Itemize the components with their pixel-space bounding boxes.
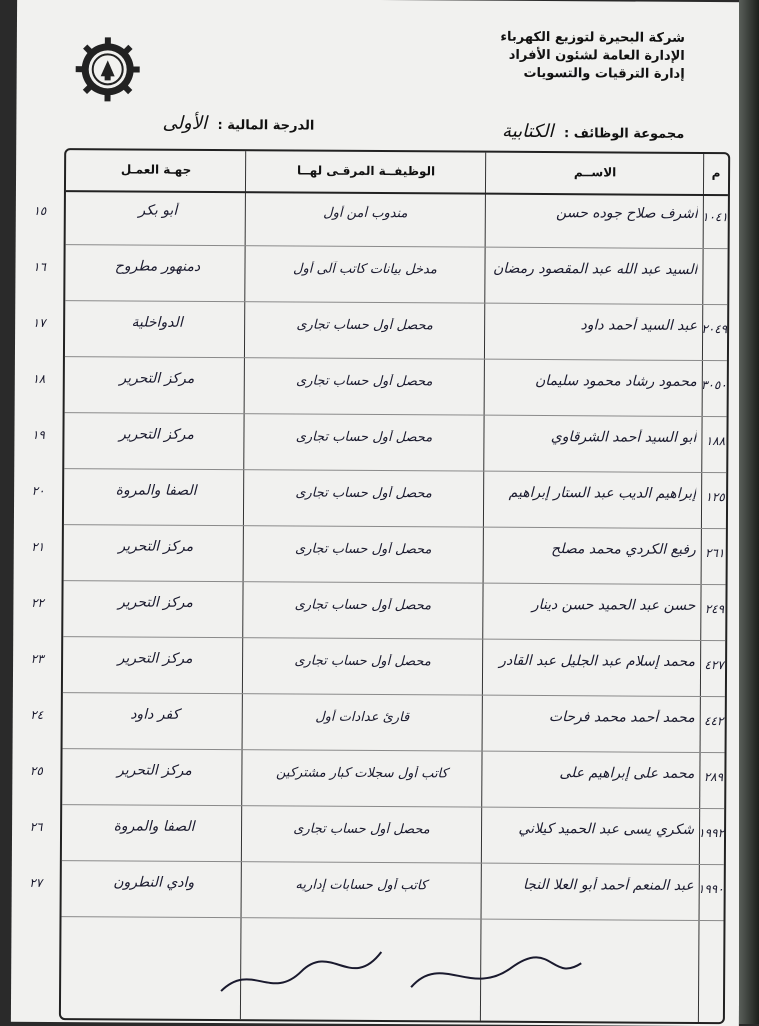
table-row — [63, 640, 725, 696]
row-sequence: ١٥ — [22, 204, 58, 218]
row-name: رفيع الكردي محمد مصلح — [486, 541, 696, 558]
row-sequence: ٢٣ — [19, 652, 55, 666]
row-workplace: الصفا والمروة — [76, 482, 236, 499]
row-employee-number: ١٩٩٢ — [702, 826, 724, 840]
row-employee-number: ٤٢٧ — [703, 658, 725, 672]
row-workplace: مركز التحرير — [75, 594, 235, 611]
row-employee-number: ٤٤٢ — [703, 714, 725, 728]
financial-grade-value: الأولى — [162, 113, 207, 134]
row-name: عبد السيد أحمد داود — [487, 317, 697, 334]
row-employee-number: ٣٠٥٠ — [705, 378, 727, 392]
row-workplace: مركز التحرير — [77, 370, 237, 387]
row-name: عبد المنعم أحمد أبو العلا النجا — [484, 877, 694, 894]
row-employee-number: ١٨٨ — [704, 434, 726, 448]
row-sequence: ١٩ — [20, 428, 56, 442]
signatures — [211, 941, 591, 1003]
row-name: السيد عبد الله عبد المقصود رمضان — [487, 261, 697, 278]
table-row — [64, 416, 726, 472]
row-job-title: محصل أول حساب تجارى — [252, 373, 477, 389]
row-employee-number: ٢٤٩ — [703, 602, 725, 616]
table-row — [65, 304, 727, 360]
row-employee-number: ١٠٤١ — [706, 210, 728, 224]
table-row — [62, 808, 724, 864]
row-workplace: الدواخلية — [77, 314, 237, 331]
row-sequence: ٢٧ — [18, 876, 54, 890]
row-name: محمود رشاد محمود سليمان — [487, 373, 697, 390]
row-sequence: ١٦ — [21, 260, 57, 274]
row-sequence: ٢٠ — [20, 484, 56, 498]
row-job-title: محصل أول حساب تجارى — [251, 541, 476, 557]
row-name: محمد إسلام عبد الجليل عبد القادر — [485, 653, 695, 670]
row-sequence: ٢٦ — [18, 820, 54, 834]
row-sequence: ٢٥ — [18, 764, 54, 778]
page-edge-shadow — [739, 0, 759, 1024]
company-gear-logo-icon — [74, 36, 140, 102]
row-employee-number: ١٩٩٠ — [702, 882, 724, 896]
row-employee-number: ١٢٥ — [704, 490, 726, 504]
row-job-title: محصل أول حساب تجارى — [251, 429, 476, 445]
company-name: شركة البحيرة لتوزيع الكهرباء — [365, 28, 685, 48]
row-name: شكري يسى عبد الحميد كيلاني — [484, 821, 694, 838]
row-sequence: ٢١ — [20, 540, 56, 554]
row-workplace: مركز التحرير — [76, 538, 236, 555]
row-name: إبراهيم الديب عبد الستار إبراهيم — [486, 485, 696, 502]
row-sequence: ٢٢ — [19, 596, 55, 610]
job-group — [502, 121, 684, 143]
table-row — [63, 584, 725, 640]
job-group-value: الكتابية — [502, 121, 554, 142]
row-workplace: مركز التحرير — [74, 762, 234, 779]
row-job-title: كاتب أول سجلات كبار مشتركين — [249, 765, 474, 781]
financial-grade-label: الدرجة المالية : — [217, 118, 314, 134]
row-job-title: محصل أول حساب تجارى — [250, 597, 475, 613]
row-job-title: قارئ عدادات أول — [250, 709, 475, 725]
header-serial: م — [704, 166, 728, 180]
row-workplace: أبو بكر — [78, 202, 238, 219]
row-name: أبو السيد أحمد الشرقاوي — [486, 429, 696, 446]
row-workplace: مركز التحرير — [75, 650, 235, 667]
header-workplace: جهـة العمـل — [66, 162, 246, 177]
table-row — [62, 864, 724, 920]
row-name: محمد على إبراهيم على — [484, 765, 694, 782]
row-workplace: مركز التحرير — [76, 426, 236, 443]
department-name: الإدارة العامة لشئون الأفراد — [365, 46, 685, 66]
table-row — [64, 528, 726, 584]
row-job-title: كاتب أول حسابات إداريه — [249, 877, 474, 893]
row-job-title: محصل أول حساب تجارى — [251, 485, 476, 501]
row-workplace: دمنهور مطروح — [77, 258, 237, 275]
row-workplace: كفر داود — [75, 706, 235, 723]
document-sheet — [11, 0, 745, 1026]
row-job-title: محصل أول حساب تجارى — [250, 653, 475, 669]
company-header — [365, 28, 685, 84]
section-name: إدارة الترقيات والتسويات — [365, 64, 685, 84]
row-name: أشرف صلاح جوده حسن — [488, 205, 698, 222]
row-name: محمد أحمد محمد فرحات — [485, 709, 695, 726]
table-header — [66, 150, 728, 196]
row-employee-number: ٢٦١ — [704, 546, 726, 560]
financial-grade — [162, 113, 314, 135]
row-job-title: مدخل بيانات كاتب آلى أول — [252, 261, 477, 277]
promotions-table — [59, 148, 730, 1024]
row-workplace: الصفا والمروة — [74, 818, 234, 835]
row-workplace: وادي النطرون — [74, 874, 234, 891]
row-sequence: ٢٤ — [19, 708, 55, 722]
row-employee-number: ٢٨٩ — [702, 770, 724, 784]
row-job-title: محصل أول حساب تجارى — [249, 821, 474, 837]
row-job-title: مندوب أمن أول — [253, 205, 478, 221]
row-sequence: ١٧ — [21, 316, 57, 330]
table-row — [65, 360, 727, 416]
table-row — [62, 752, 724, 808]
table-row — [66, 192, 728, 248]
table-row — [64, 472, 726, 528]
row-sequence: ١٨ — [21, 372, 57, 386]
row-employee-number: ٢٠٤٩ — [705, 322, 727, 336]
row-job-title: محصل أول حساب تجارى — [252, 317, 477, 333]
group-grade-line — [116, 110, 694, 144]
job-group-label: مجموعة الوظائف : — [564, 126, 684, 142]
table-row — [65, 248, 727, 304]
header-job: الوظيفــة المرقـى لهــا — [246, 163, 486, 178]
row-name: حسن عبد الحميد حسن دينار — [485, 597, 695, 614]
table-row — [63, 696, 725, 752]
header-name: الاســم — [486, 165, 704, 180]
